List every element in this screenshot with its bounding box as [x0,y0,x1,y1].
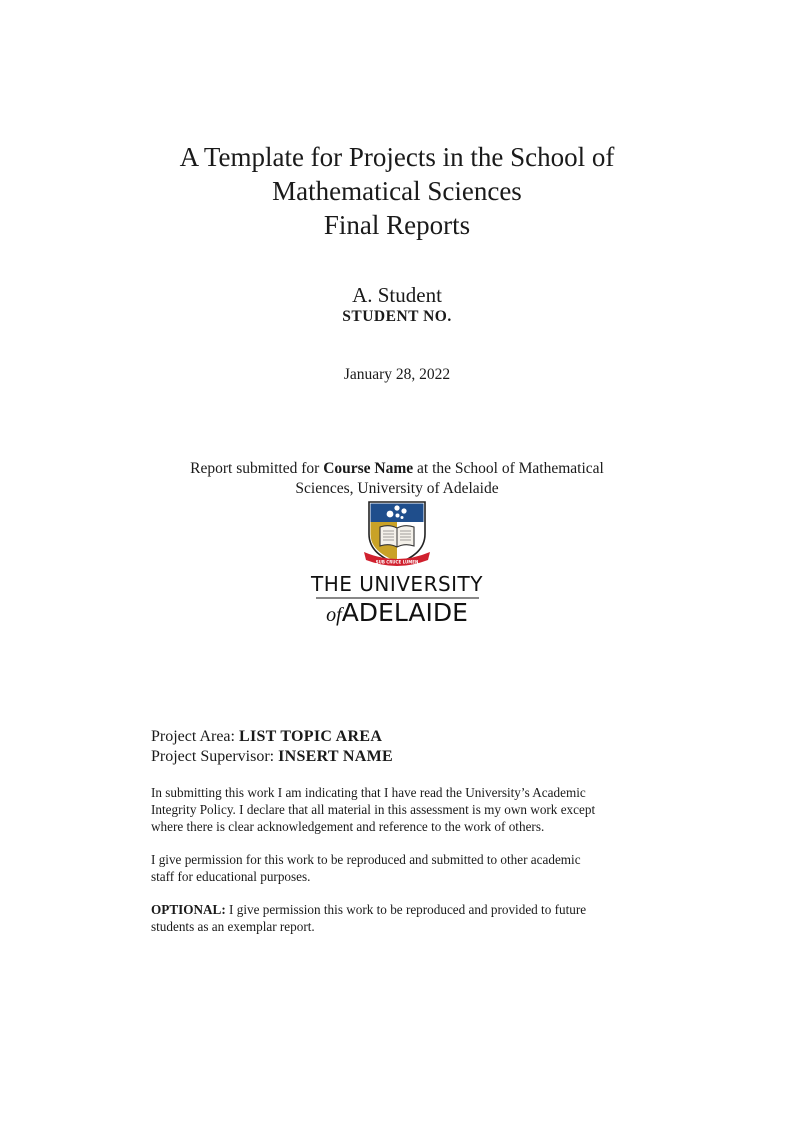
course-name: Course Name [323,460,414,477]
motto-text: SUB CRUCE LUMEN [375,559,419,565]
permission-line-1: I give permission for this work to be reproduced and submitted to other academic [151,852,581,867]
optional-permission [151,901,651,935]
submission-line-2: Sciences, University of Adelaide [295,480,499,497]
permission-statement [151,851,651,885]
title-line-3: Final Reports [323,210,471,240]
project-details [151,727,393,767]
optional-text: I give permission this work to be reproduced and provided to future [225,902,587,917]
project-supervisor-label: Project Supervisor: [151,748,279,765]
project-area-value: LIST TOPIC AREA [238,728,383,745]
submission-suffix: at the School of Mathematical [413,460,604,477]
permission-line-2: staff for educational purposes. [151,869,311,884]
title-line-1: A Template for Projects in the School of [179,142,615,172]
submission-prefix: Report submitted for [190,460,324,477]
optional-label: OPTIONAL: [151,902,226,917]
integrity-line-3: where there is clear acknowledgement and reference to the work of others. [151,819,545,834]
integrity-declaration [151,784,651,835]
title-line-2: Mathematical Sciences [272,176,522,206]
project-area-label: Project Area: [151,728,239,745]
project-supervisor-value: INSERT NAME [278,748,394,765]
student-number: STUDENT NO. [342,308,452,325]
university-crest-icon [362,500,432,570]
submission-line-1 [0,459,794,479]
report-title [0,140,794,242]
university-name-line-2 [0,599,794,629]
logo-adelaide: ADELAIDE [341,597,468,627]
logo-of: of [326,603,342,626]
university-logo [0,500,794,629]
submission-statement [0,459,794,499]
project-supervisor [151,747,393,767]
integrity-line-2: Integrity Policy. I declare that all material in this assessment is my own work except [151,802,596,817]
project-area [151,727,393,747]
optional-line-1 [151,901,651,918]
university-name-line-1: THE UNIVERSITY [311,572,483,596]
author-name: A. Student [352,283,442,307]
report-date: January 28, 2022 [343,366,451,383]
integrity-line-1: In submitting this work I am indicating that I have read the University’s Academic [151,785,586,800]
optional-line-2: students as an exemplar report. [151,919,315,934]
